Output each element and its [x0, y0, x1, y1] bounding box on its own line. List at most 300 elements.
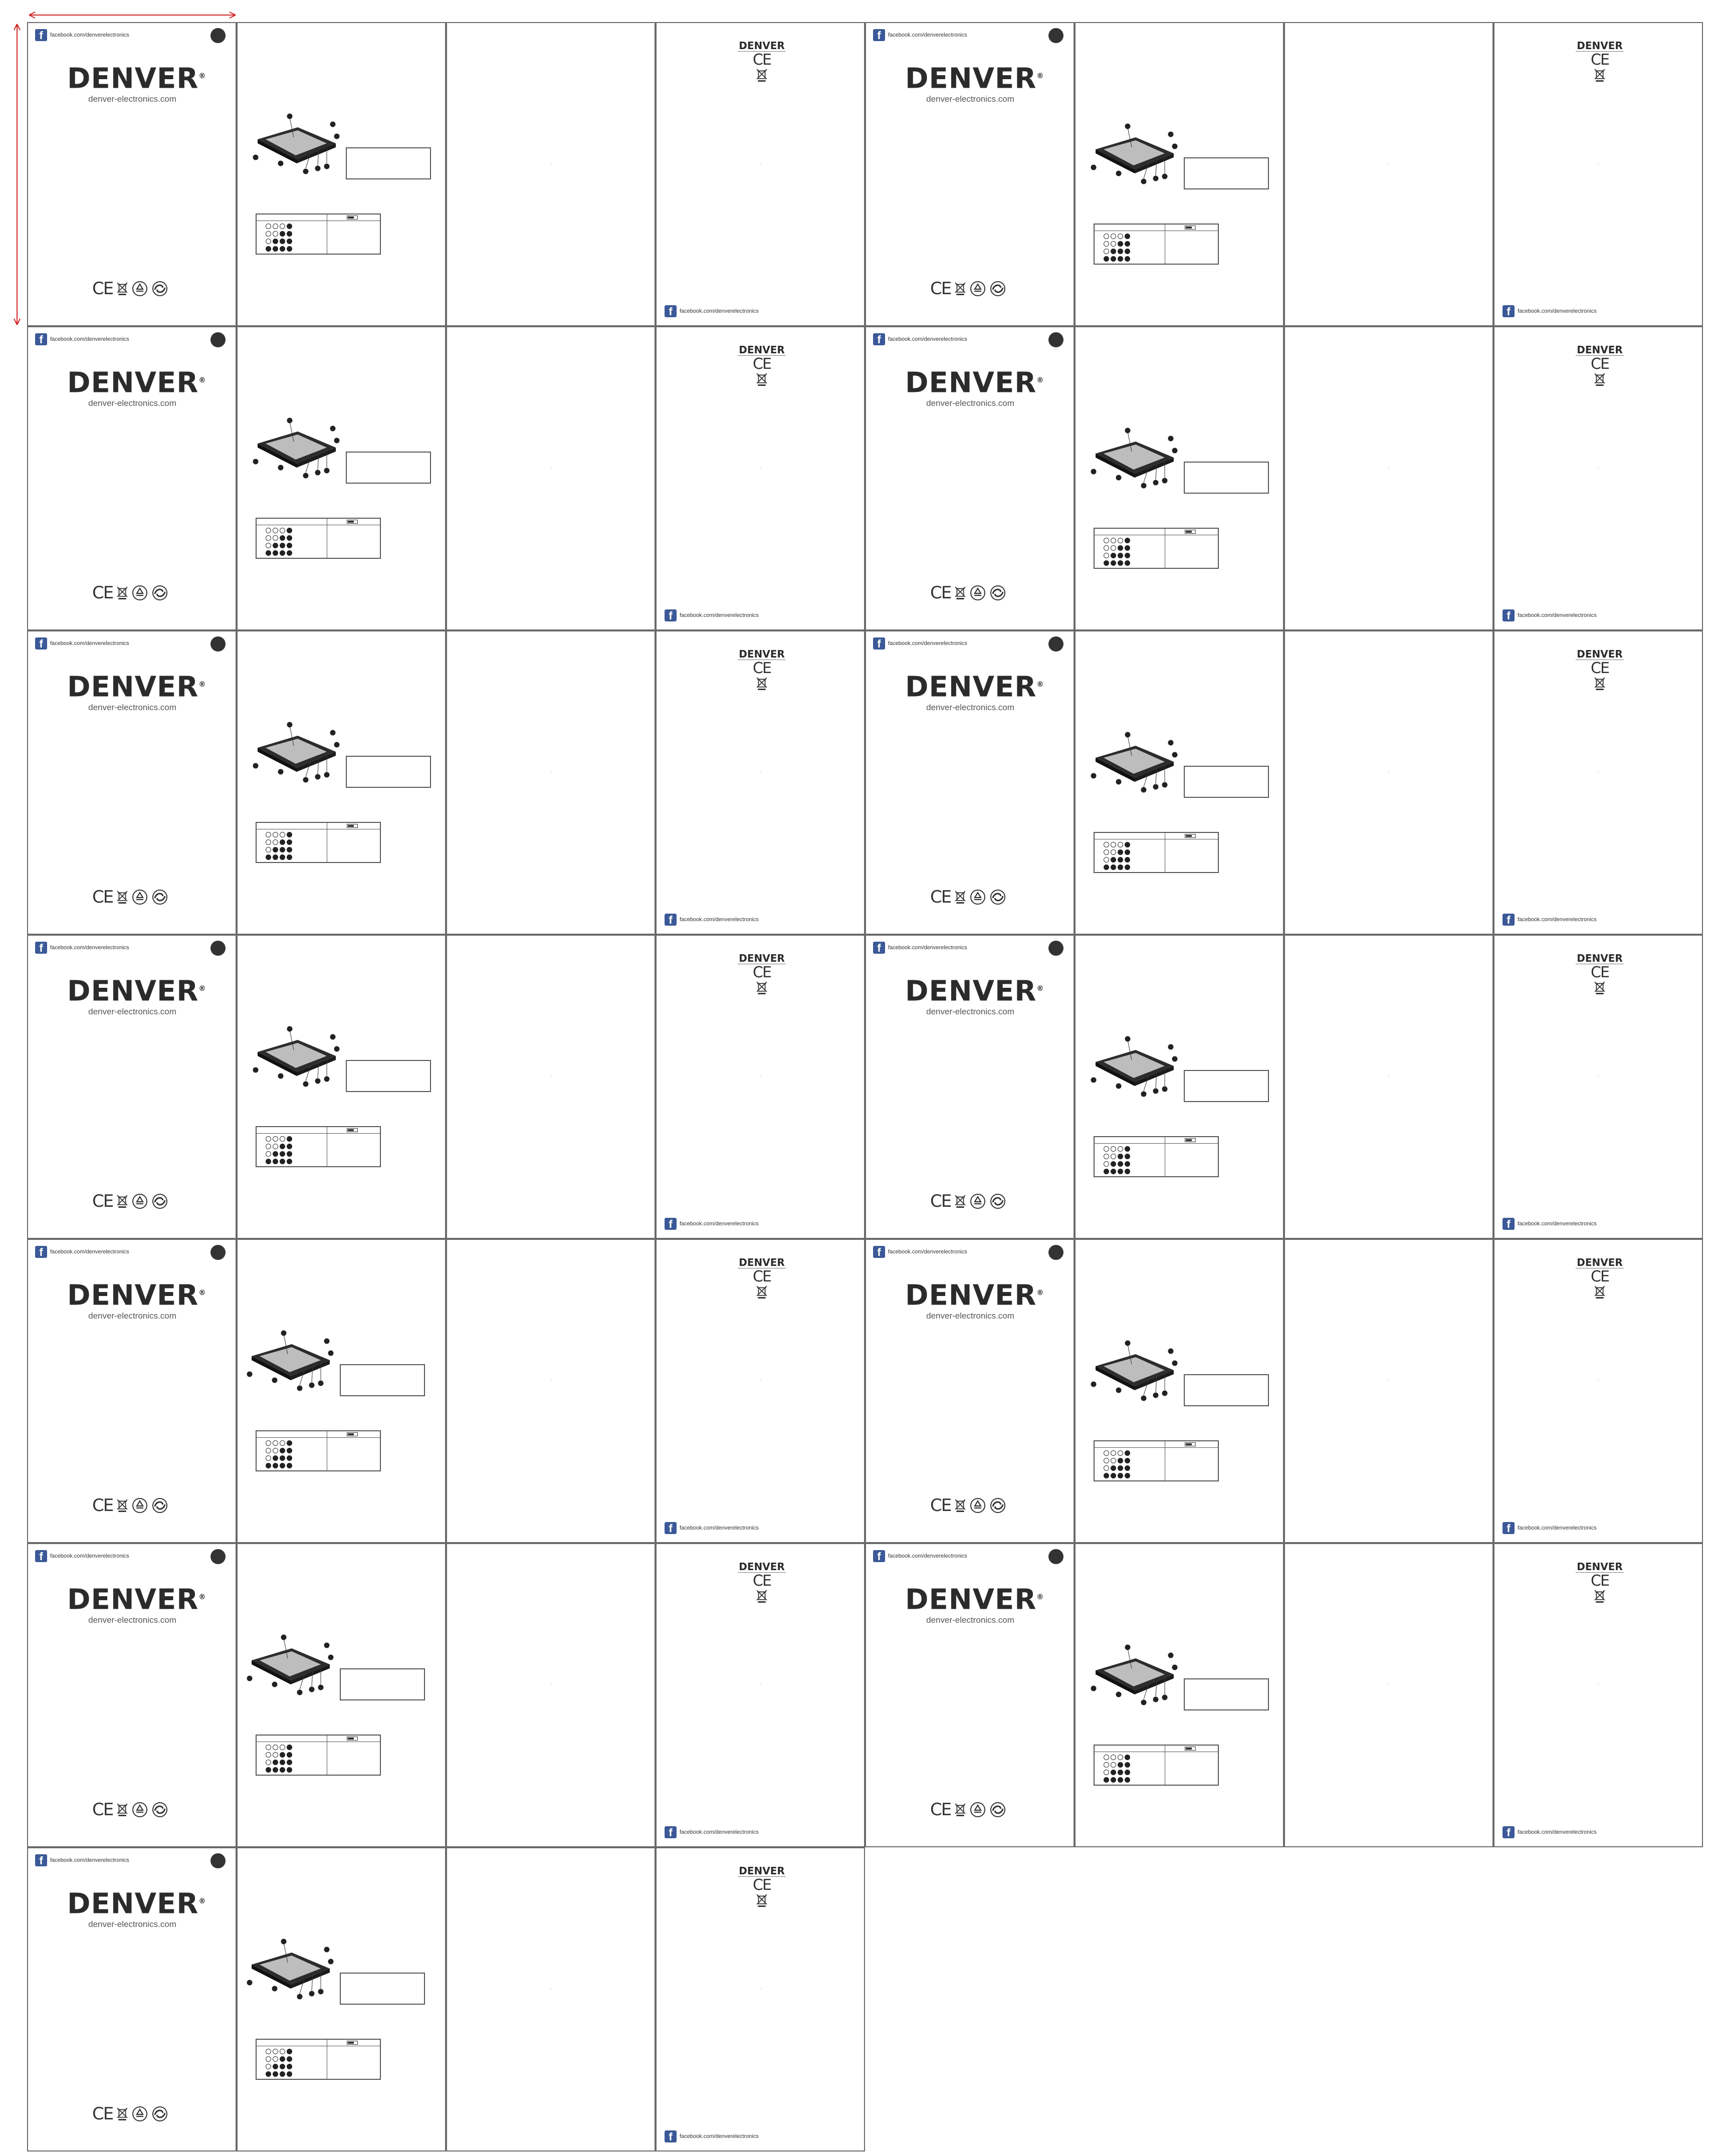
facebook-link[interactable] [1503, 914, 1597, 926]
ce-mark: CE [930, 583, 951, 603]
facebook-url: facebook.com/denverelectronics [50, 336, 129, 342]
led-indicator-table [1094, 1440, 1219, 1481]
led-off-icon [266, 543, 271, 548]
brand-url: denver-electronics.com [88, 1006, 176, 1016]
facebook-link[interactable] [665, 1522, 759, 1534]
green-dot-icon [990, 1802, 1006, 1818]
led-off-icon [266, 239, 271, 244]
led-off-icon [1104, 1154, 1109, 1159]
led-on-icon [287, 847, 292, 852]
led-row [1104, 560, 1130, 566]
led-on-icon [1125, 545, 1130, 551]
led-off-icon [1111, 842, 1116, 847]
green-dot-icon [152, 1193, 168, 1209]
device-illustration [246, 1330, 341, 1398]
led-off-icon [1118, 538, 1123, 543]
registered-mark: ® [1036, 985, 1044, 993]
led-off-icon [1104, 241, 1109, 247]
led-off-icon [266, 1151, 271, 1157]
panel-cover [27, 1543, 237, 1847]
panel-cover [865, 935, 1075, 1239]
device-illustration [1090, 123, 1185, 191]
led-off-icon [280, 832, 285, 837]
device-illustration [1090, 1340, 1185, 1408]
back-brand [732, 344, 792, 386]
led-off-icon [1111, 241, 1116, 247]
facebook-icon: f [1503, 609, 1515, 621]
ce-mark: CE [930, 279, 951, 299]
power-bank-illustration [252, 417, 347, 483]
power-bank-illustration [252, 722, 347, 787]
led-off-icon [1118, 1450, 1123, 1456]
facebook-link[interactable] [873, 29, 967, 41]
back-weee-wrap [1570, 69, 1630, 82]
panel-blank [446, 935, 656, 1239]
led-on-icon [1125, 842, 1130, 847]
facebook-url: facebook.com/denverelectronics [1518, 612, 1597, 618]
facebook-icon: f [665, 1826, 677, 1838]
back-brand [732, 40, 792, 82]
led-on-icon [1125, 1770, 1130, 1775]
led-off-icon [273, 535, 278, 541]
facebook-link[interactable] [1503, 609, 1597, 621]
crossed-bin-icon [1594, 373, 1605, 386]
ce-mark: CE [930, 887, 951, 907]
back-ce-mark: CE [753, 660, 771, 677]
panel-back [656, 326, 865, 630]
green-dot-wrap [990, 1802, 1006, 1818]
facebook-link[interactable] [35, 1550, 129, 1562]
panel-illustration [1075, 22, 1284, 326]
led-on-icon [280, 535, 285, 541]
recycle-icon [970, 1193, 986, 1209]
specification-box [1184, 1374, 1269, 1406]
brand-logo [905, 62, 1044, 104]
green-dot-icon [152, 1497, 168, 1514]
battery-icon [347, 1432, 358, 1436]
led-off-icon [1104, 1146, 1109, 1152]
battery-icon [347, 1128, 358, 1132]
brand-name-text: DENVER [905, 671, 1037, 704]
recycle-wrap [970, 889, 986, 905]
table-header [1095, 833, 1218, 839]
back-ce-mark: CE [1591, 355, 1609, 373]
table-header [1095, 225, 1218, 231]
power-bank-illustration [1090, 732, 1185, 797]
led-off-icon [1104, 249, 1109, 254]
back-brand [1570, 953, 1630, 994]
table-header [257, 2040, 380, 2046]
registered-mark: ® [1036, 1593, 1044, 1601]
crossed-bin-icon [1594, 1285, 1605, 1299]
led-on-icon [1111, 553, 1116, 558]
led-on-icon [280, 246, 285, 252]
led-on-icon [287, 550, 292, 556]
led-row [266, 2049, 292, 2054]
led-off-icon [266, 1440, 271, 1446]
recycle-icon [132, 585, 148, 601]
weee-wrap [955, 1499, 966, 1512]
led-off-icon [266, 231, 271, 237]
led-row [266, 231, 292, 237]
led-on-icon [1111, 1465, 1116, 1471]
brand-name [67, 1583, 206, 1616]
weee-wrap [955, 1803, 966, 1816]
led-on-icon [1118, 1770, 1123, 1775]
ce-mark: CE [930, 1495, 951, 1516]
facebook-url: facebook.com/denverelectronics [50, 32, 129, 38]
panel-blank [446, 326, 656, 630]
led-on-icon [287, 231, 292, 237]
facebook-url: facebook.com/denverelectronics [1518, 1829, 1597, 1835]
facebook-url: facebook.com/denverelectronics [888, 945, 967, 951]
facebook-icon: f [665, 305, 677, 317]
led-on-icon [1111, 249, 1116, 254]
back-brand [1570, 1561, 1630, 1603]
led-off-icon [280, 224, 285, 229]
recycle-wrap [132, 1193, 148, 1209]
specification-box [1184, 157, 1269, 189]
facebook-url: facebook.com/denverelectronics [680, 308, 759, 314]
led-off-icon [266, 1745, 271, 1750]
recycle-wrap [132, 889, 148, 905]
battery-icon [347, 2041, 358, 2045]
device-illustration [252, 1026, 347, 1094]
facebook-link[interactable] [665, 2130, 759, 2142]
back-weee-wrap [732, 981, 792, 994]
led-on-icon [266, 550, 271, 556]
registered-mark: ® [198, 681, 206, 689]
back-brand-name: DENVER [1577, 1256, 1623, 1268]
facebook-link[interactable] [665, 1218, 759, 1230]
led-row [266, 1151, 292, 1157]
led-on-icon [280, 847, 285, 852]
panel-blank [446, 1543, 656, 1847]
compliance-marks [92, 583, 168, 603]
led-off-icon [266, 832, 271, 837]
crossed-bin-icon [1594, 677, 1605, 690]
led-row [1104, 857, 1130, 863]
green-dot-wrap [990, 585, 1006, 601]
led-row [266, 1463, 292, 1468]
green-dot-wrap [990, 1193, 1006, 1209]
panel-back [1493, 1543, 1703, 1847]
facebook-url: facebook.com/denverelectronics [888, 1553, 967, 1559]
green-dot-wrap [990, 281, 1006, 297]
led-row [1104, 538, 1130, 543]
table-header [1095, 529, 1218, 535]
panel-illustration [1075, 326, 1284, 630]
led-on-icon [280, 839, 285, 845]
panel-blank [446, 22, 656, 326]
weee-wrap [117, 891, 128, 904]
panel-back [656, 630, 865, 935]
panel-illustration [1075, 935, 1284, 1239]
facebook-link[interactable] [665, 305, 759, 317]
led-row [266, 1752, 292, 1758]
facebook-url: facebook.com/denverelectronics [1518, 308, 1597, 314]
recycle-wrap [132, 1497, 148, 1514]
facebook-link[interactable] [665, 609, 759, 621]
table-header [1095, 1746, 1218, 1752]
led-on-icon [1125, 1161, 1130, 1167]
led-off-icon [266, 1752, 271, 1758]
led-off-icon [1104, 1458, 1109, 1463]
print-mark [1388, 163, 1390, 164]
led-row [266, 839, 292, 845]
led-row [1104, 1473, 1130, 1478]
registered-mark: ® [1036, 1289, 1044, 1297]
crossed-bin-icon [756, 1285, 767, 1299]
led-indicator-table [256, 1735, 381, 1776]
green-dot-icon [990, 1193, 1006, 1209]
led-off-icon [1111, 1755, 1116, 1760]
led-row [1104, 1146, 1130, 1152]
back-brand [732, 953, 792, 994]
led-on-icon [1125, 857, 1130, 863]
led-on-icon [280, 1159, 285, 1164]
facebook-link[interactable] [873, 1550, 967, 1562]
led-on-icon [280, 1448, 285, 1453]
crossed-bin-icon [955, 282, 966, 295]
weee-wrap [117, 1499, 128, 1512]
led-off-icon [273, 832, 278, 837]
facebook-link[interactable] [1503, 1218, 1597, 1230]
battery-icon [1185, 834, 1196, 838]
registration-dot-icon [1048, 1549, 1063, 1564]
led-on-icon [1118, 857, 1123, 863]
led-indicator-table [1094, 528, 1219, 569]
facebook-link[interactable] [35, 637, 129, 650]
facebook-url: facebook.com/denverelectronics [888, 336, 967, 342]
led-row [1104, 1762, 1130, 1768]
crossed-bin-icon [1594, 69, 1605, 82]
facebook-icon: f [1503, 305, 1515, 317]
crossed-bin-icon [756, 677, 767, 690]
brand-url: denver-electronics.com [88, 1311, 176, 1321]
led-on-icon [280, 1455, 285, 1461]
led-row [266, 832, 292, 837]
ce-mark: CE [92, 1191, 113, 1211]
green-dot-wrap [152, 889, 168, 905]
specification-box [1184, 1678, 1269, 1710]
led-row [266, 1455, 292, 1461]
facebook-link[interactable] [873, 942, 967, 954]
back-brand-name: DENVER [1577, 1561, 1623, 1573]
led-on-icon [1118, 249, 1123, 254]
led-row [1104, 1770, 1130, 1775]
led-on-icon [1125, 1473, 1130, 1478]
panel-illustration [237, 326, 446, 630]
facebook-link[interactable] [1503, 1826, 1597, 1838]
back-brand [732, 1865, 792, 1907]
led-on-icon [1104, 256, 1109, 262]
panel-back [1493, 326, 1703, 630]
led-off-icon [1111, 1450, 1116, 1456]
back-weee-wrap [732, 1285, 792, 1299]
device-illustration [246, 1938, 341, 2006]
brand-logo [67, 671, 206, 713]
led-off-icon [266, 839, 271, 845]
led-on-icon [273, 246, 278, 252]
recycle-icon [132, 1802, 148, 1818]
facebook-url: facebook.com/denverelectronics [680, 2133, 759, 2139]
panel-back [656, 1847, 865, 2151]
facebook-link[interactable] [35, 333, 129, 345]
led-on-icon [1111, 1777, 1116, 1783]
led-on-icon [273, 1151, 278, 1157]
led-on-icon [1104, 1473, 1109, 1478]
registered-mark: ® [198, 1289, 206, 1297]
facebook-link[interactable] [873, 333, 967, 345]
device-illustration [1090, 1644, 1185, 1712]
back-brand-name: DENVER [1577, 648, 1623, 660]
led-off-icon [266, 847, 271, 852]
facebook-link[interactable] [1503, 1522, 1597, 1534]
facebook-link[interactable] [873, 1246, 967, 1258]
led-off-icon [1104, 1450, 1109, 1456]
led-on-icon [287, 1463, 292, 1468]
weee-wrap [955, 282, 966, 295]
panel-back [1493, 1239, 1703, 1543]
panel-cover [865, 22, 1075, 326]
compliance-marks [930, 279, 1006, 299]
recycle-wrap [970, 1802, 986, 1818]
registration-dot-icon [210, 1853, 226, 1868]
facebook-icon: f [665, 2130, 677, 2142]
facebook-link[interactable] [1503, 305, 1597, 317]
facebook-url: facebook.com/denverelectronics [50, 1553, 129, 1559]
facebook-link[interactable] [35, 1246, 129, 1258]
weee-wrap [117, 586, 128, 599]
green-dot-icon [152, 1802, 168, 1818]
led-off-icon [273, 1136, 278, 1142]
facebook-link[interactable] [665, 1826, 759, 1838]
led-on-icon [273, 1760, 278, 1765]
panel-cover [27, 1239, 237, 1543]
panel-blank [1284, 630, 1493, 935]
panel-blank [1284, 326, 1493, 630]
panel-blank [446, 1847, 656, 2151]
led-on-icon [1118, 256, 1123, 262]
led-row [266, 1136, 292, 1142]
panel-back [656, 1239, 865, 1543]
power-bank-illustration [252, 1026, 347, 1091]
facebook-link[interactable] [665, 914, 759, 926]
registered-mark: ® [198, 985, 206, 993]
back-ce-mark: CE [753, 51, 771, 69]
led-on-icon [280, 1752, 285, 1758]
led-row [266, 550, 292, 556]
power-bank-illustration [1090, 1340, 1185, 1405]
led-row [266, 1440, 292, 1446]
led-off-icon [273, 224, 278, 229]
led-row [266, 1144, 292, 1149]
crossed-bin-icon [117, 1195, 128, 1208]
facebook-icon: f [873, 1550, 885, 1562]
back-weee-wrap [732, 69, 792, 82]
ce-mark: CE [92, 887, 113, 907]
led-on-icon [280, 2064, 285, 2069]
print-mark [760, 1684, 761, 1685]
led-row [1104, 234, 1130, 239]
led-off-icon [1111, 538, 1116, 543]
panel-illustration [237, 1543, 446, 1847]
print-mark [550, 1684, 552, 1685]
led-on-icon [1125, 538, 1130, 543]
led-row [1104, 1169, 1130, 1174]
led-on-icon [1125, 560, 1130, 566]
led-row [1104, 249, 1130, 254]
led-on-icon [266, 1159, 271, 1164]
led-on-icon [1125, 849, 1130, 855]
crossed-bin-icon [955, 891, 966, 904]
facebook-link[interactable] [873, 637, 967, 650]
recycle-icon [970, 585, 986, 601]
brand-name-text: DENVER [67, 366, 199, 399]
led-on-icon [287, 1136, 292, 1142]
print-mark [760, 163, 761, 164]
led-on-icon [1111, 1473, 1116, 1478]
brand-name [905, 671, 1044, 704]
led-on-icon [287, 239, 292, 244]
panel-cover [865, 630, 1075, 935]
facebook-link[interactable] [35, 942, 129, 954]
print-mark [1598, 1380, 1599, 1381]
panel-cover [865, 1543, 1075, 1847]
led-off-icon [1104, 1755, 1109, 1760]
back-ce-mark: CE [753, 964, 771, 981]
device-illustration [252, 722, 347, 789]
led-row [1104, 1465, 1130, 1471]
led-off-icon [266, 2064, 271, 2069]
green-dot-wrap [152, 585, 168, 601]
led-off-icon [280, 2049, 285, 2054]
panel-illustration [1075, 1543, 1284, 1847]
led-row [266, 854, 292, 860]
brand-name-text: DENVER [905, 1279, 1037, 1312]
specification-box [346, 1060, 431, 1092]
device-illustration [246, 1634, 341, 1702]
recycle-icon [132, 2106, 148, 2122]
back-ce-mark: CE [753, 1572, 771, 1590]
led-on-icon [280, 1151, 285, 1157]
facebook-link[interactable] [35, 1854, 129, 1866]
registered-mark: ® [1036, 72, 1044, 80]
led-on-icon [273, 1159, 278, 1164]
power-bank-illustration [246, 1330, 341, 1395]
recycle-icon [970, 1497, 986, 1514]
print-mark [550, 163, 552, 164]
led-on-icon [287, 832, 292, 837]
compliance-marks [930, 887, 1006, 907]
led-off-icon [1118, 1146, 1123, 1152]
facebook-url: facebook.com/denverelectronics [50, 640, 129, 646]
led-off-icon [1104, 553, 1109, 558]
back-weee-wrap [732, 1894, 792, 1907]
back-brand-name: DENVER [739, 1256, 785, 1268]
compliance-marks [930, 1191, 1006, 1211]
led-row [1104, 842, 1130, 847]
led-row [266, 1159, 292, 1164]
panel-illustration [237, 1239, 446, 1543]
recycle-icon [132, 1193, 148, 1209]
battery-icon [347, 824, 358, 828]
led-on-icon [1118, 545, 1123, 551]
facebook-icon: f [873, 942, 885, 954]
panel-back [1493, 22, 1703, 326]
led-on-icon [273, 1463, 278, 1468]
